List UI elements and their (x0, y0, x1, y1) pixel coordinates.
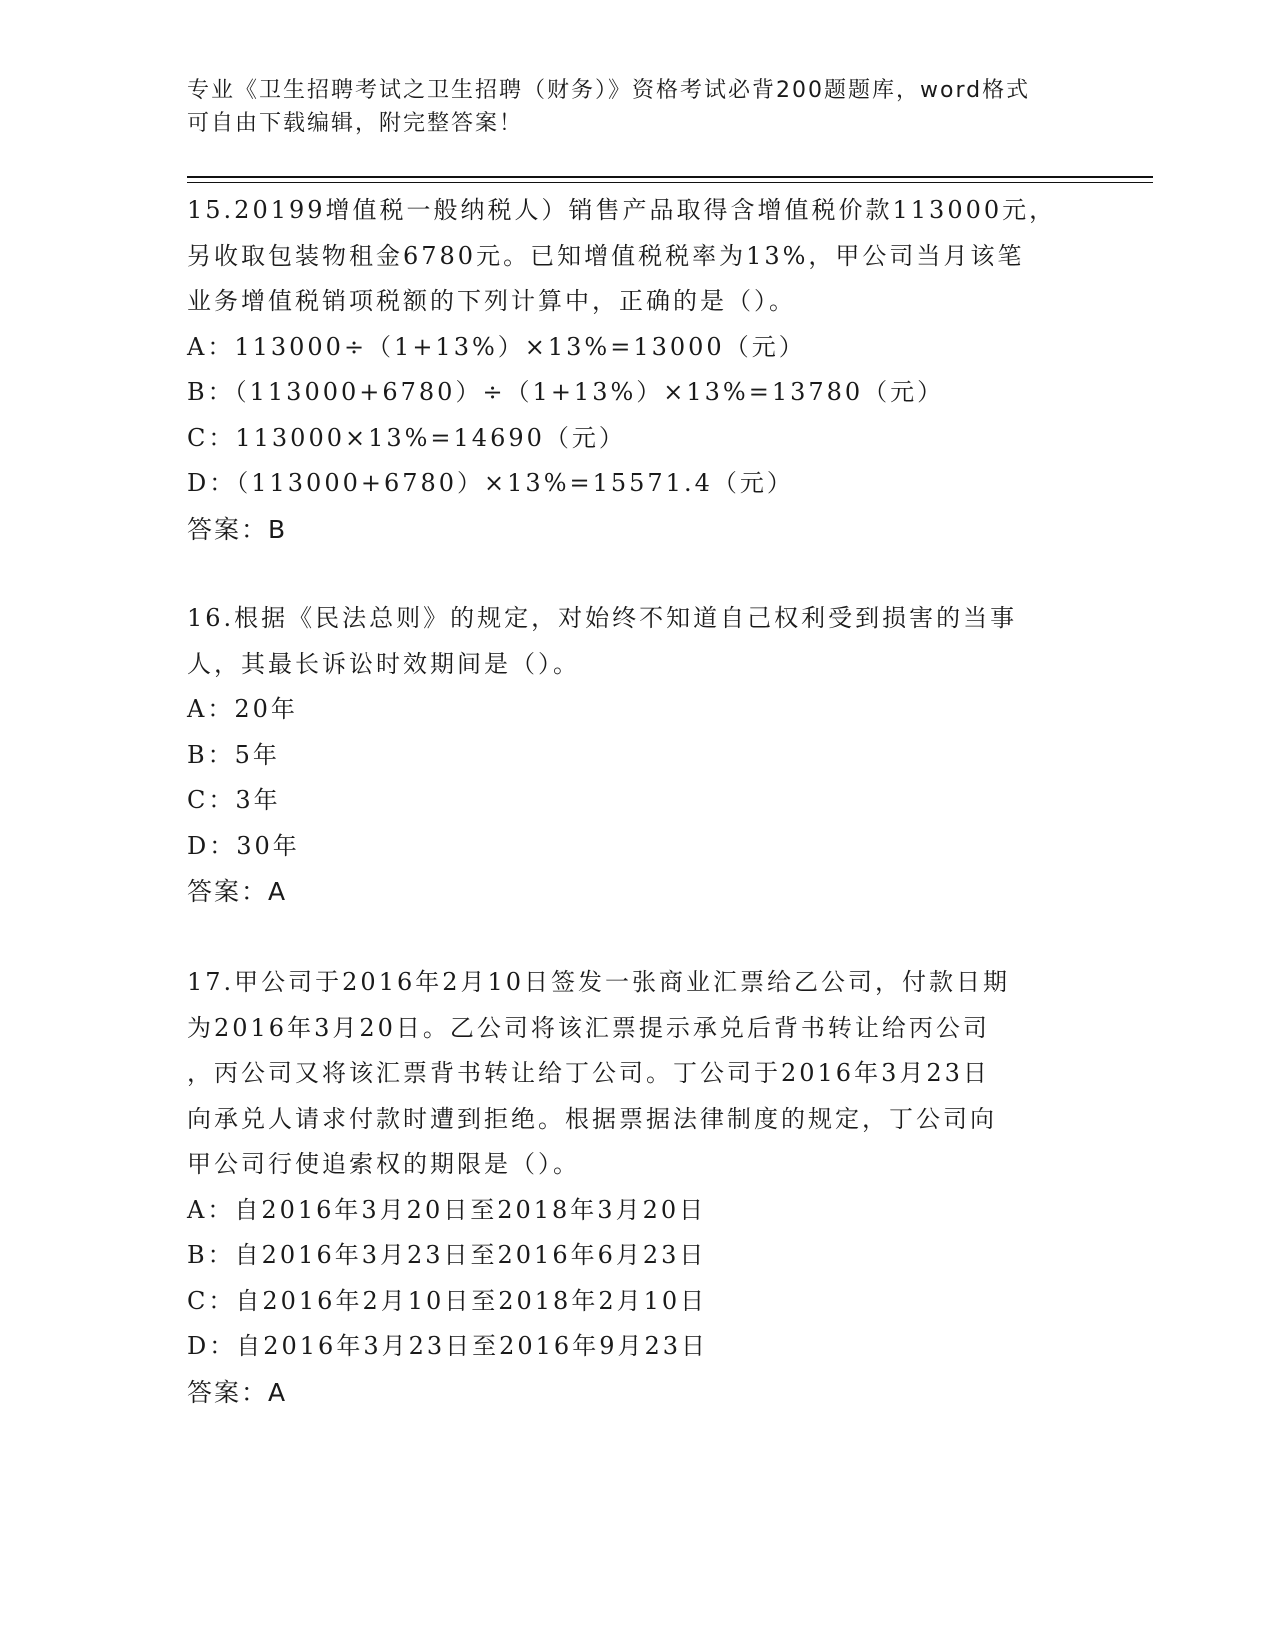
header-line-1: 专业《卫生招聘考试之卫生招聘（财务）》资格考试必背200题题库，word格式 (187, 78, 1031, 103)
question-stem-line: 业务增值税销项税额的下列计算中，正确的是（）。 (187, 287, 796, 315)
question-17 (187, 960, 1087, 1415)
question-stem-line: 17.甲公司于2016年2月10日签发一张商业汇票给乙公司，付款日期 (187, 968, 1011, 996)
question-stem-line: ，丙公司又将该汇票背书转让给丁公司。丁公司于2016年3月23日 (187, 1059, 990, 1087)
question-stem-line: 甲公司行使追索权的期限是（）。 (187, 1150, 580, 1178)
option-b: B：（113000+6780）÷（1+13%）×13%=13780（元） (187, 378, 945, 406)
option-c: C：自2016年2月10日至2018年2月10日 (187, 1286, 708, 1315)
option-b: B：5年 (187, 740, 280, 769)
option-c: C：113000×13%=14690（元） (187, 423, 626, 452)
document-header (187, 74, 1087, 140)
question-15 (187, 188, 1087, 552)
option-a: A：20年 (187, 695, 298, 723)
option-a: A：113000÷（1+13%）×13%=13000（元） (187, 332, 806, 361)
header-divider-thick (187, 176, 1153, 178)
option-d: D：30年 (187, 831, 300, 860)
header-divider-thin (187, 182, 1153, 183)
option-c: C：3年 (187, 786, 281, 814)
answer: 答案：A (187, 1377, 288, 1407)
question-stem-line: 人，其最长诉讼时效期间是（）。 (187, 649, 580, 678)
question-stem-line: 为2016年3月20日。乙公司将该汇票提示承兑后背书转让给丙公司 (187, 1013, 990, 1042)
option-d: D：（113000+6780）×13%=15571.4（元） (187, 469, 794, 497)
answer: 答案：A (187, 877, 288, 906)
option-b: B：自2016年3月23日至2016年6月23日 (187, 1241, 707, 1269)
question-stem-line: 15.20199增值税一般纳税人）销售产品取得含增值税价款113000元， (187, 196, 1057, 224)
question-stem-line: 另收取包装物租金6780元。已知增值税税率为13%，甲公司当月该笔 (187, 241, 1025, 270)
question-stem-line: 向承兑人请求付款时遭到拒绝。根据票据法律制度的规定，丁公司向 (187, 1104, 997, 1133)
question-stem-line: 16.根据《民法总则》的规定，对始终不知道自己权利受到损害的当事 (187, 604, 1018, 632)
header-line-2: 可自由下载编辑，附完整答案！ (187, 111, 524, 136)
option-a: A：自2016年3月20日至2018年3月20日 (187, 1195, 707, 1224)
answer: 答案：B (187, 514, 288, 544)
question-16 (187, 596, 1087, 915)
option-d: D：自2016年3月23日至2016年9月23日 (187, 1332, 709, 1360)
